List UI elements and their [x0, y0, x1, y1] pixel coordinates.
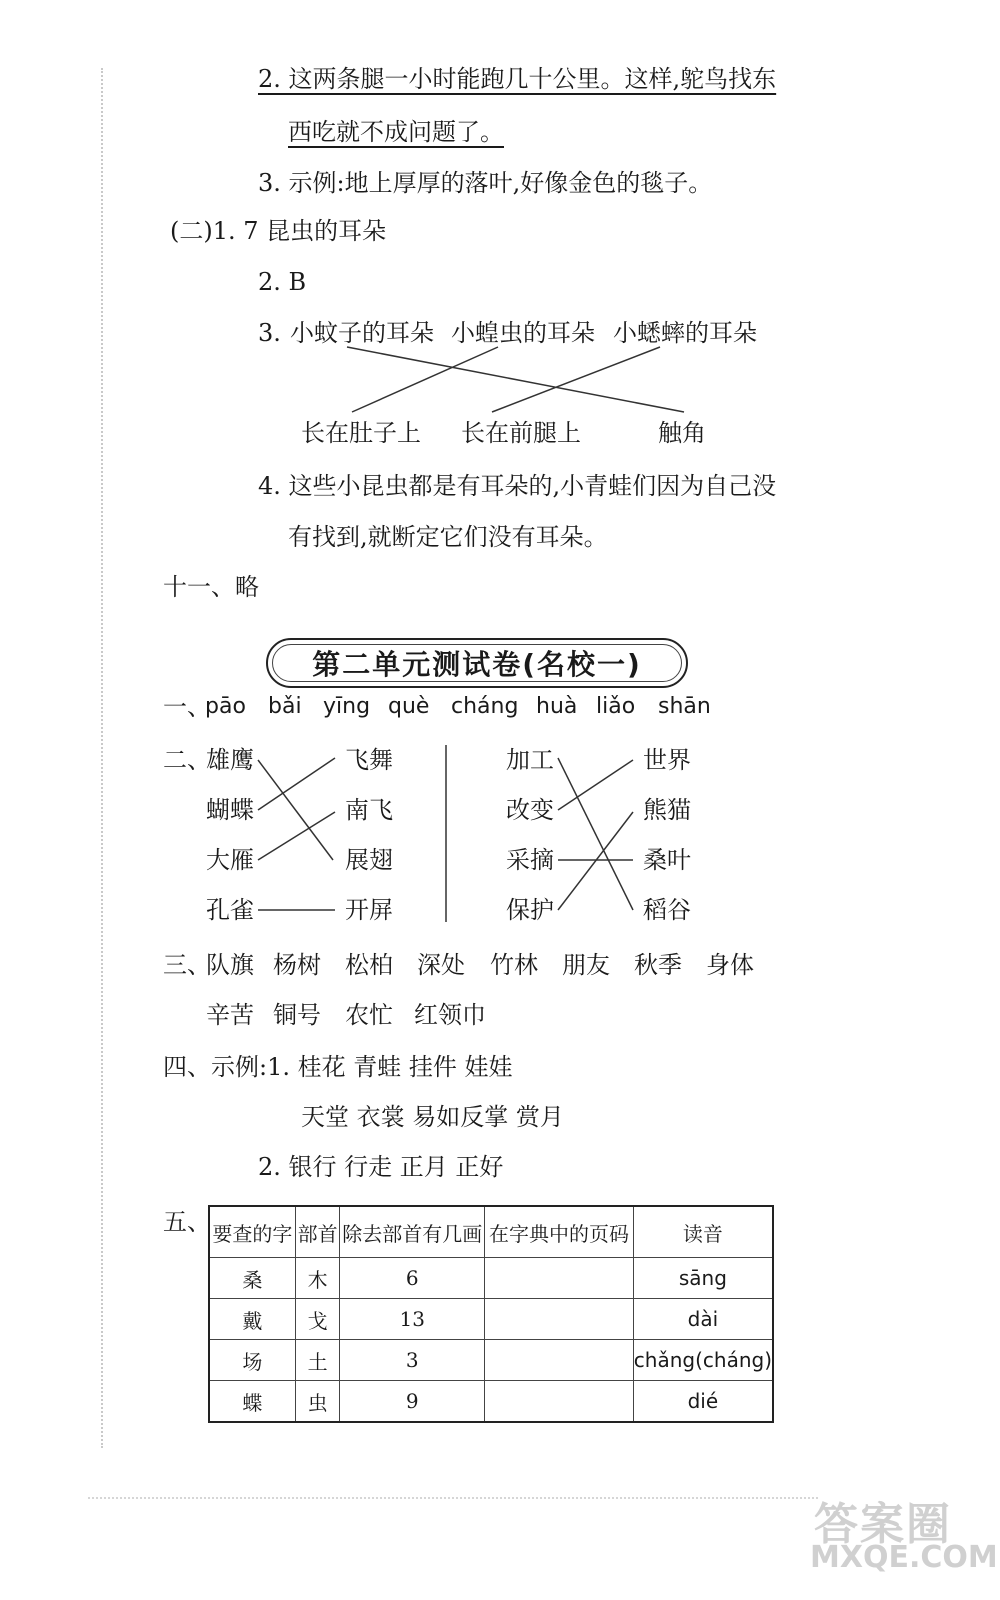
- part2-item2: 2. B: [258, 268, 307, 296]
- location-antenna: 触角: [658, 419, 706, 447]
- line-protect-panda: [558, 812, 633, 910]
- q2-left-item-2: 蝴蝶: [206, 796, 254, 824]
- table-row: [209, 1299, 773, 1340]
- cell-radical: 戈: [295, 1299, 340, 1340]
- ear-label-locust: 小蝗虫的耳朵: [451, 319, 595, 347]
- header-page: 在字典中的页码: [485, 1206, 634, 1258]
- cell-strokes: 6: [340, 1258, 485, 1299]
- pinyin-1: pāo: [205, 694, 246, 719]
- cell-reading: dài: [633, 1299, 773, 1340]
- pinyin-6: huà: [536, 694, 578, 719]
- cell-page: [485, 1340, 634, 1381]
- q3-label: 三、: [163, 951, 211, 979]
- q4-line1: 四、示例:1. 桂花 青蛙 挂件 娃娃: [163, 1053, 513, 1081]
- cell-reading: sāng: [633, 1258, 773, 1299]
- q3-word-11: 农忙: [345, 1001, 393, 1029]
- q5-label: 五、: [163, 1208, 211, 1236]
- cell-reading: dié: [633, 1381, 773, 1423]
- q3-word-12: 红领巾: [414, 1001, 486, 1029]
- watermark-url: MXQE.COM: [810, 1540, 998, 1575]
- q2-left-match-4: 开屏: [345, 896, 393, 924]
- line-change-world: [558, 760, 633, 810]
- cell-page: [485, 1299, 634, 1340]
- q2-right-match-2: 熊猫: [643, 796, 691, 824]
- q2-right-match-1: 世界: [643, 746, 691, 774]
- cell-strokes: 13: [340, 1299, 485, 1340]
- header-strokes: 除去部首有几画: [340, 1206, 485, 1258]
- q2-right-item-3: 采摘: [506, 846, 554, 874]
- answer-2-line1: 2. 这两条腿一小时能跑几十公里。这样,鸵鸟找东: [258, 65, 777, 93]
- cell-strokes: 9: [340, 1381, 485, 1423]
- answer-2-line2: 西吃就不成问题了。: [288, 118, 504, 146]
- q2-right-item-1: 加工: [506, 746, 554, 774]
- q3-word-6: 朋友: [562, 951, 610, 979]
- cell-char: 桑: [209, 1258, 295, 1299]
- table-header-row: [209, 1206, 773, 1258]
- table-row: [209, 1258, 773, 1299]
- q3-word-4: 深处: [417, 951, 465, 979]
- cell-strokes: 3: [340, 1340, 485, 1381]
- q4-line2: 天堂 衣裳 易如反掌 赏月: [301, 1103, 564, 1131]
- unit-title: 第二单元测试卷(名校一): [272, 644, 682, 682]
- watermark-text: 答案圈: [814, 1499, 952, 1550]
- q2-left-match-2: 南飞: [345, 796, 393, 824]
- part2-item4-line1: 4. 这些小昆虫都是有耳朵的,小青蛙们因为自己没: [258, 472, 777, 500]
- cell-reading: chǎng(cháng): [633, 1340, 773, 1381]
- header-char: 要查的字: [209, 1206, 295, 1258]
- q3-word-7: 秋季: [634, 951, 682, 979]
- scan-artifact-line: [88, 1497, 818, 1499]
- cell-page: [485, 1381, 634, 1423]
- q3-word-3: 松柏: [345, 951, 393, 979]
- cell-page: [485, 1258, 634, 1299]
- q2-right-item-2: 改变: [506, 796, 554, 824]
- location-belly: 长在肚子上: [301, 419, 421, 447]
- q2-left-item-3: 大雁: [206, 846, 254, 874]
- q2-label: 二、: [163, 746, 211, 774]
- part2-item1: (二)1. 7 昆虫的耳朵: [170, 217, 387, 245]
- pinyin-5: cháng: [451, 694, 519, 719]
- q2-left-item-1: 雄鹰: [206, 746, 254, 774]
- q2-right-match-3: 桑叶: [643, 846, 691, 874]
- pinyin-4: què: [388, 694, 430, 719]
- cell-radical: 木: [295, 1258, 340, 1299]
- location-front-leg: 长在前腿上: [461, 419, 581, 447]
- table-row: [209, 1340, 773, 1381]
- q3-word-8: 身体: [706, 951, 754, 979]
- line-butterfly-dance: [258, 758, 335, 810]
- q3-word-1: 队旗: [206, 951, 254, 979]
- watermark-logo: [806, 1488, 998, 1588]
- table-row: [209, 1381, 773, 1423]
- q2-left-match-1: 飞舞: [345, 746, 393, 774]
- cell-char: 戴: [209, 1299, 295, 1340]
- answer-3-example: 3. 示例:地上厚厚的落叶,好像金色的毯子。: [258, 169, 713, 197]
- q1-label: 一、: [163, 693, 211, 721]
- section-11: 十一、略: [163, 573, 259, 601]
- line-process-mulberry: [558, 758, 633, 910]
- dictionary-table: [208, 1205, 774, 1423]
- line-goose-south: [258, 812, 335, 860]
- q4-line3: 2. 银行 行走 正月 正好: [258, 1153, 504, 1181]
- q2-right-match-4: 稻谷: [643, 896, 691, 924]
- line-locust-belly: [352, 347, 498, 412]
- cell-radical: 土: [295, 1340, 340, 1381]
- line-eagle-spread: [258, 760, 333, 860]
- q2-right-item-4: 保护: [506, 896, 554, 924]
- pinyin-3: yīng: [323, 694, 371, 719]
- cell-char: 场: [209, 1340, 295, 1381]
- ear-label-mosquito: 小蚊子的耳朵: [290, 319, 434, 347]
- q2-left-match-3: 展翅: [345, 846, 393, 874]
- q2-left-item-4: 孔雀: [206, 896, 254, 924]
- pinyin-7: liǎo: [596, 694, 636, 719]
- header-reading: 读音: [633, 1206, 773, 1258]
- ear-label-cricket: 小蟋蟀的耳朵: [613, 319, 757, 347]
- q3-word-2: 杨树: [273, 951, 321, 979]
- pinyin-2: bǎi: [268, 694, 302, 719]
- q3-word-10: 铜号: [273, 1001, 321, 1029]
- cell-char: 蝶: [209, 1381, 295, 1423]
- pinyin-8: shān: [658, 694, 711, 719]
- part2-item3-label: 3.: [258, 319, 281, 347]
- part2-item4-line2: 有找到,就断定它们没有耳朵。: [288, 523, 608, 551]
- q3-word-9: 辛苦: [206, 1001, 254, 1029]
- cell-radical: 虫: [295, 1381, 340, 1423]
- q3-word-5: 竹林: [490, 951, 538, 979]
- header-radical: 部首: [295, 1206, 340, 1258]
